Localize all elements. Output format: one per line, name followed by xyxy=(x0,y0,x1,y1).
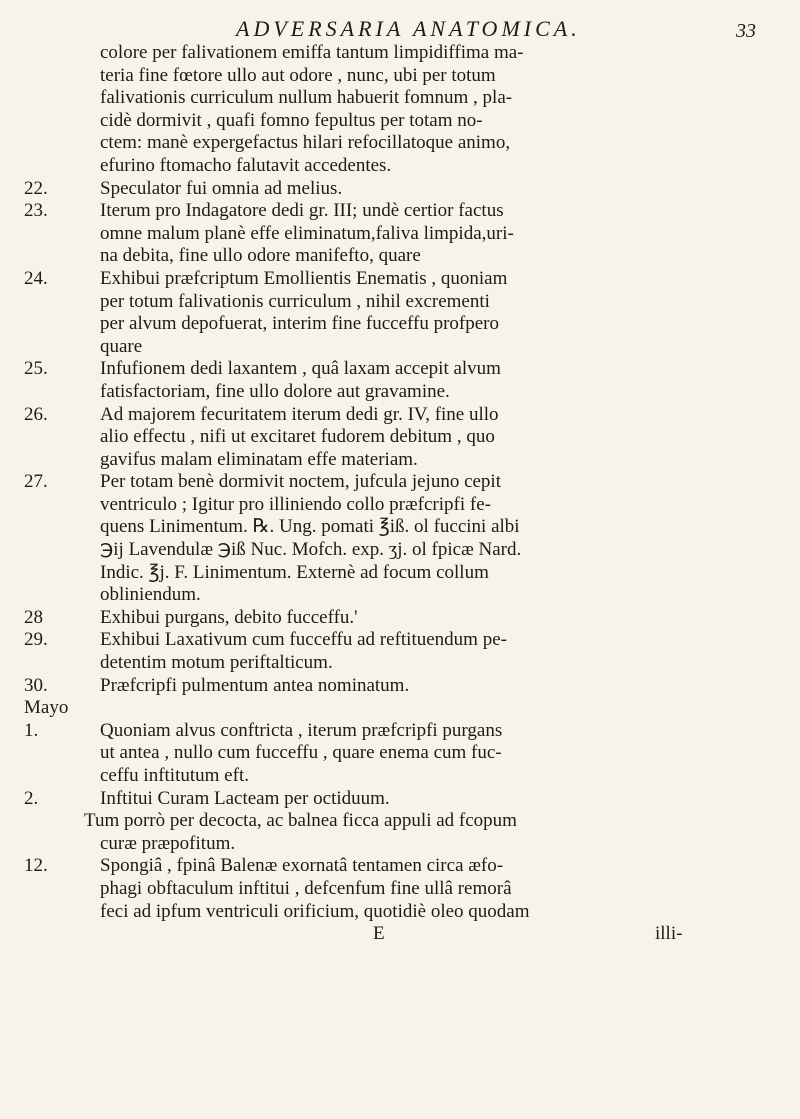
text-line: falivationis curriculum nullum habuerit fomnum , pla- xyxy=(100,87,513,109)
entry-22 xyxy=(0,178,800,201)
month-heading: Mayo xyxy=(24,697,69,719)
text-line: Tum porrò per decocta, ac balnea ficca appuli ad fcopum xyxy=(84,810,517,832)
intro-paragraph xyxy=(0,42,800,178)
entry-24 xyxy=(0,268,800,358)
text-line: teria fine fœtore ullo aut odore , nunc, ubi per totum xyxy=(100,64,496,86)
entry-26 xyxy=(0,404,800,472)
entry-number: 25. xyxy=(24,358,48,380)
entry-number: 1. xyxy=(24,719,39,741)
entry-number: 29. xyxy=(24,629,48,651)
entry-number: 2. xyxy=(24,787,39,809)
body-text xyxy=(0,42,800,946)
text-line: curæ præpofitum. xyxy=(100,832,236,854)
text-line: omne malum planè effe eliminatum,faliva limpida,uri- xyxy=(100,222,514,244)
text-line: Spongiâ , fpinâ Balenæ exornatâ tentamen circa æfo- xyxy=(100,855,504,877)
entry-number: 30. xyxy=(24,674,48,696)
text-line: alio effectu , nifi ut excitaret fudorem debitum , quo xyxy=(100,426,495,448)
page-footer xyxy=(100,923,760,946)
text-line: feci ad ipfum ventriculi orificium, quotidiè oleo quodam xyxy=(100,900,530,922)
text-line: Per totam benè dormivit noctem, jufcula jejuno cepit xyxy=(100,471,501,493)
text-line: efurino ftomacho falutavit accedentes. xyxy=(100,154,392,176)
entry-29 xyxy=(0,629,800,674)
text-line: ℈ij Lavendulæ ℈iß Nuc. Mofch. exp. ʒj. ol fpicæ Nard. xyxy=(100,539,522,561)
text-line: ceffu inftitutum eft. xyxy=(100,765,249,786)
text-line: quens Linimentum. ℞. Ung. pomati ℥iß. ol fuccini albi xyxy=(100,516,520,538)
catchword: illi- xyxy=(655,923,683,945)
entry-number: 26. xyxy=(24,403,48,425)
may-entry-2 xyxy=(0,788,800,811)
text-line: per totum falivationis curriculum , nihil excrementi xyxy=(100,290,490,312)
entry-number: 28 xyxy=(24,606,43,628)
text-line: obliniendum. xyxy=(100,584,201,606)
entry-30 xyxy=(0,675,800,698)
text-line: ctem: manè expergefactus hilari refocillatoque animo, xyxy=(100,132,511,154)
text-line: Ad majorem fecuritatem iterum dedi gr. IV, fine ullo xyxy=(100,403,499,425)
text-line: Quoniam alvus conftricta , iterum præfcripfi purgans xyxy=(100,719,503,741)
text-line: colore per falivationem emiffa tantum limpidiffima ma- xyxy=(100,42,524,63)
text-line: quare xyxy=(100,335,143,357)
signature-mark: E xyxy=(373,923,385,945)
text-line: ventriculo ; Igitur pro illiniendo collo præfcripfi fe- xyxy=(100,493,491,515)
entry-number: 22. xyxy=(24,177,48,199)
text-line: Speculator fui omnia ad melius. xyxy=(100,177,343,199)
entry-number: 24. xyxy=(24,267,48,289)
text-line: fatisfactoriam, fine ullo dolore aut gravamine. xyxy=(100,380,450,402)
text-line: Exhibui purgans, debito fucceffu.' xyxy=(100,606,358,628)
text-line: Exhibui Laxativum cum fucceffu ad reftituendum pe- xyxy=(100,629,507,651)
text-line: per alvum depofuerat, interim fine fucceffu profpero xyxy=(100,313,499,335)
text-line: Præfcripfi pulmentum antea nominatum. xyxy=(100,674,410,696)
entry-27 xyxy=(0,471,800,607)
entry-number: 23. xyxy=(24,200,48,222)
text-line: gavifus malam eliminatam effe materiam. xyxy=(100,448,418,470)
text-line: cidè dormivit , quafi fomno fepultus per totam no- xyxy=(100,109,483,131)
entry-23 xyxy=(0,200,800,268)
text-line: Exhibui præfcriptum Emollientis Enematis , quoniam xyxy=(100,267,508,289)
text-line: na debita, fine ullo odore manifefto, quare xyxy=(100,245,421,267)
entry-28 xyxy=(0,607,800,630)
text-line: Indic. ℥j. F. Linimentum. Externè ad focum collum xyxy=(100,561,489,583)
may-entry-1 xyxy=(0,720,800,788)
entry-number: 12. xyxy=(24,855,48,877)
page-number: 33 xyxy=(736,20,756,42)
text-line: phagi obftaculum inftitui , defcenfum fine ullâ remorâ xyxy=(100,877,512,899)
text-line: Infufionem dedi laxantem , quâ laxam accepit alvum xyxy=(100,358,501,380)
text-line: detentim motum periftalticum. xyxy=(100,652,333,674)
continuation-paragraph xyxy=(0,810,800,855)
text-line: ut antea , nullo cum fucceffu , quare enema cum fuc- xyxy=(100,742,502,764)
text-line: Iterum pro Indagatore dedi gr. III; undè certior factus xyxy=(100,200,504,222)
running-title: ADVERSARIA ANATOMICA. xyxy=(236,16,581,41)
entry-25 xyxy=(0,358,800,403)
may-entry-12 xyxy=(0,855,800,923)
text-line: Inftitui Curam Lacteam per octiduum. xyxy=(100,787,390,809)
entry-number: 27. xyxy=(24,471,48,493)
